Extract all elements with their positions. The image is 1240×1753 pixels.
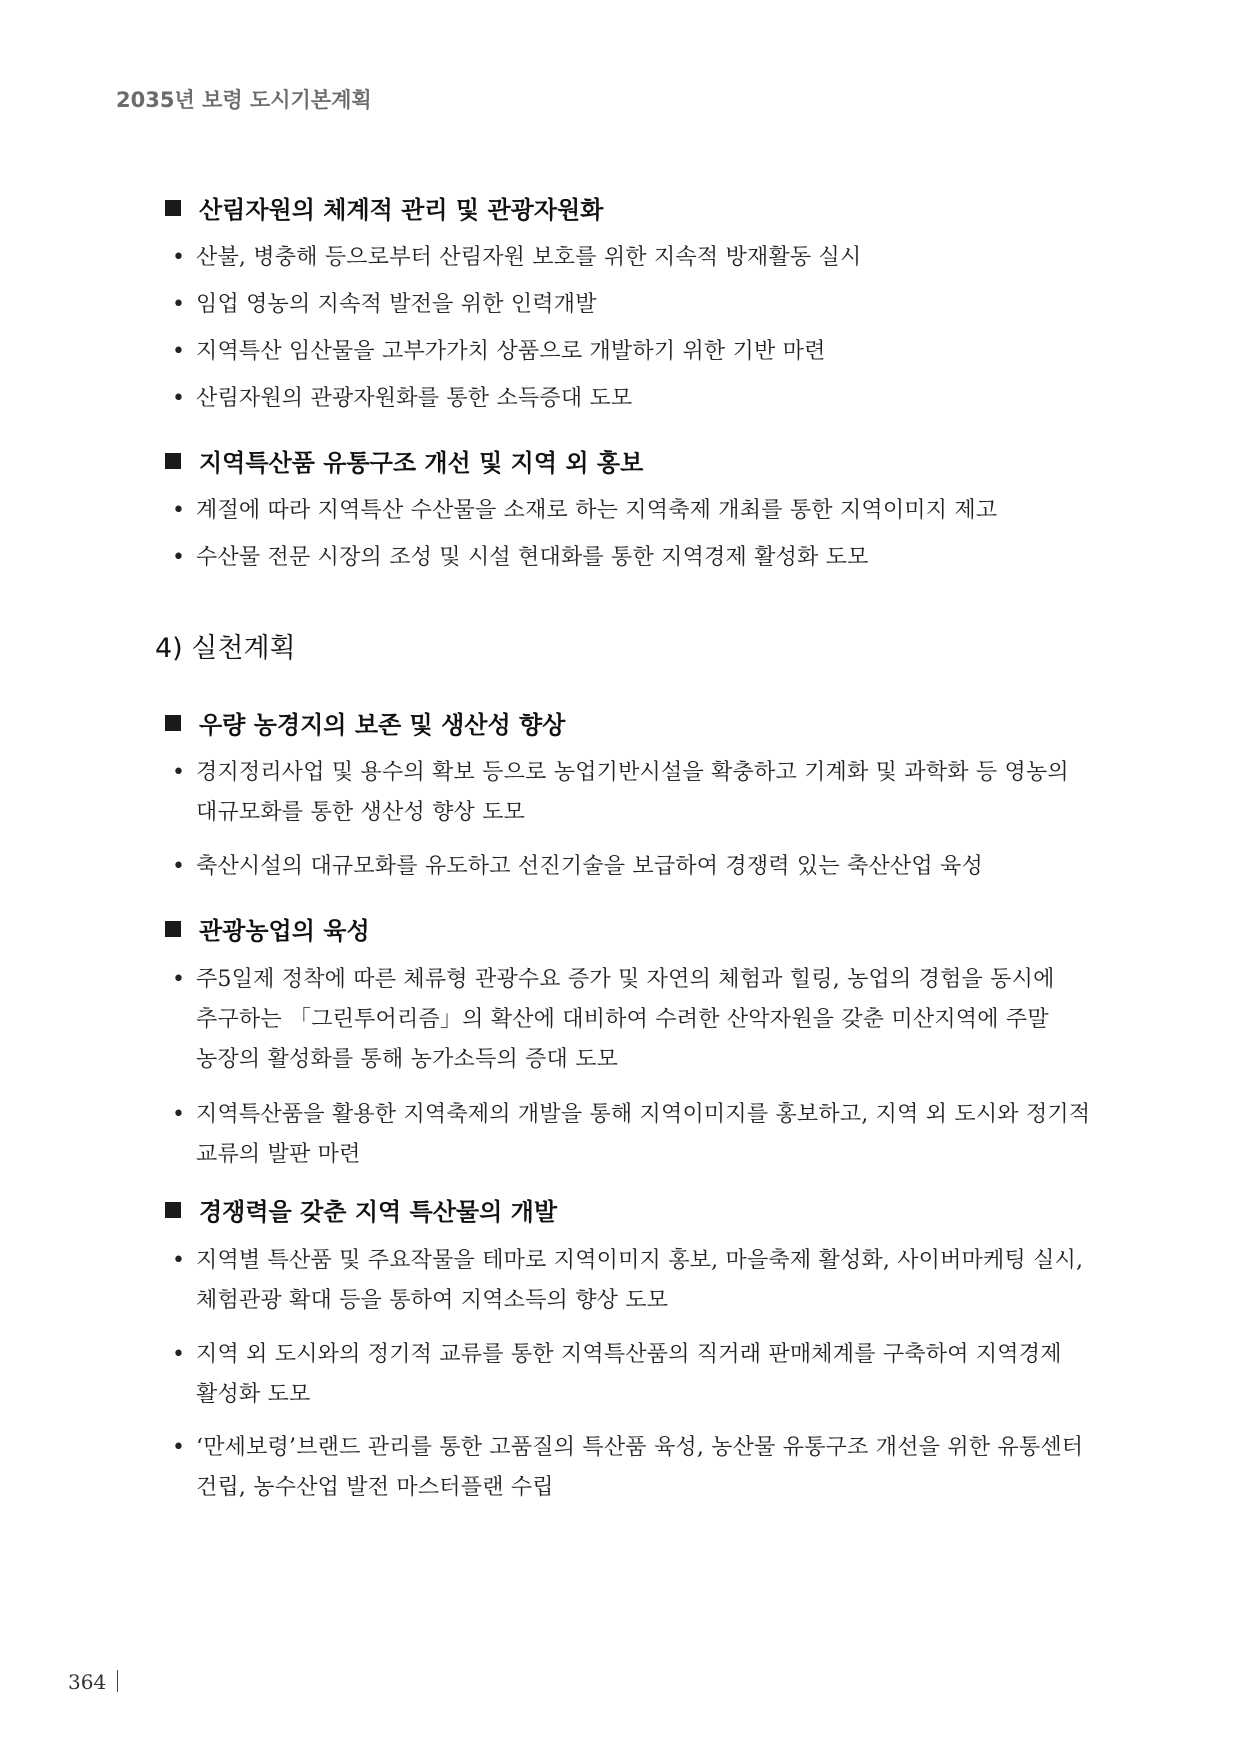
bullet-line: 대규모화를 통한 생산성 향상 도모 xyxy=(196,800,526,825)
bullet-dot-icon: • xyxy=(172,1342,185,1367)
bullet-dot-icon: • xyxy=(172,1102,185,1127)
subheading-text: 지역특산품 유통구조 개선 및 지역 외 홍보 xyxy=(199,449,644,477)
subheading-farmland xyxy=(165,705,565,740)
bullet-line: 임업 영농의 지속적 발전을 위한 인력개발 xyxy=(196,292,597,317)
bullet-dot-icon: • xyxy=(172,545,185,570)
bullet-line: 지역 외 도시와의 정기적 교류를 통한 지역특산품의 직거래 판매체계를 구축하여 지역경제 xyxy=(196,1342,1062,1367)
bullet-line: 추구하는 「그린투어리즘」의 확산에 대비하여 수려한 산악자원을 갖춘 미산지역에 주말 xyxy=(196,1007,1049,1032)
bullet-dot-icon: • xyxy=(172,1435,185,1460)
bullet-dot-icon: • xyxy=(172,339,185,364)
page-number: 364 xyxy=(68,1670,107,1694)
bullet-line: 수산물 전문 시장의 조성 및 시설 현대화를 통한 지역경제 활성화 도모 xyxy=(196,545,869,570)
bullet-line: 계절에 따라 지역특산 수산물을 소재로 하는 지역축제 개최를 통한 지역이미지 제고 xyxy=(196,498,998,523)
bullet-dot-icon: • xyxy=(172,1248,185,1273)
bullet-dot-icon: • xyxy=(172,292,185,317)
subheading-specialty-products xyxy=(165,1192,557,1227)
subheading-distribution xyxy=(165,443,643,478)
bullet-item xyxy=(172,1095,1132,1175)
bullet-item xyxy=(172,285,1132,325)
bullet-line: 경지정리사업 및 용수의 확보 등으로 농업기반시설을 확충하고 기계화 및 과학화 등 영농의 xyxy=(196,760,1069,785)
bullet-line: ‘만세보령’브랜드 관리를 통한 고품질의 특산품 육성, 농산물 유통구조 개선을 위한 유통센터 xyxy=(196,1435,1084,1460)
bullet-item xyxy=(172,1428,1132,1508)
black-square-icon xyxy=(165,1202,181,1218)
bullet-line: 교류의 발판 마련 xyxy=(196,1142,361,1167)
bullet-dot-icon: • xyxy=(172,386,185,411)
bullet-line: 지역특산 임산물을 고부가가치 상품으로 개발하기 위한 기반 마련 xyxy=(196,339,826,364)
subheading-text: 경쟁력을 갖춘 지역 특산물의 개발 xyxy=(199,1198,557,1226)
running-header: 2035년 보령 도시기본계획 xyxy=(116,88,372,112)
black-square-icon xyxy=(165,200,181,216)
bullet-line: 축산시설의 대규모화를 유도하고 선진기술을 보급하여 경쟁력 있는 축산산업 육성 xyxy=(196,854,983,879)
bullet-line: 산불, 병충해 등으로부터 산림자원 보호를 위한 지속적 방재활동 실시 xyxy=(196,245,862,270)
bullet-line: 지역별 특산품 및 주요작물을 테마로 지역이미지 홍보, 마을축제 활성화, 사이버마케팅 실시, xyxy=(196,1248,1084,1273)
bullet-line: 지역특산품을 활용한 지역축제의 개발을 통해 지역이미지를 홍보하고, 지역 외 도시와 정기적 xyxy=(196,1102,1091,1127)
black-square-icon xyxy=(165,921,181,937)
bullet-item xyxy=(172,491,1132,531)
bullet-line: 활성화 도모 xyxy=(196,1382,311,1407)
bullet-dot-icon: • xyxy=(172,967,185,992)
bullet-item xyxy=(172,1335,1132,1415)
subheading-text: 우량 농경지의 보존 및 생산성 향상 xyxy=(199,711,566,739)
bullet-item xyxy=(172,960,1132,1080)
bullet-item xyxy=(172,1241,1132,1321)
black-square-icon xyxy=(165,715,181,731)
bullet-item xyxy=(172,238,1132,278)
bullet-line: 체험관광 확대 등을 통하여 지역소득의 향상 도모 xyxy=(196,1288,669,1313)
subheading-text: 산림자원의 체계적 관리 및 관광자원화 xyxy=(199,196,604,224)
bullet-line: 건립, 농수산업 발전 마스터플랜 수립 xyxy=(196,1475,554,1500)
bullet-line: 농장의 활성화를 통해 농가소득의 증대 도모 xyxy=(196,1047,619,1072)
bullet-line: 주5일제 정착에 따른 체류형 관광수요 증가 및 자연의 체험과 힐링, 농업의 경험을 동시에 xyxy=(196,967,1055,992)
bullet-item xyxy=(172,753,1132,833)
bullet-dot-icon: • xyxy=(172,245,185,270)
bullet-line: 산림자원의 관광자원화를 통한 소득증대 도모 xyxy=(196,386,633,411)
bullet-item xyxy=(172,847,1132,887)
section-title: 4) 실천계획 xyxy=(155,633,296,664)
subheading-text: 관광농업의 육성 xyxy=(199,917,370,945)
subheading-tourism-agriculture xyxy=(165,911,370,946)
page-number-divider xyxy=(117,1670,118,1692)
bullet-dot-icon: • xyxy=(172,498,185,523)
black-square-icon xyxy=(165,453,181,469)
bullet-item xyxy=(172,332,1132,372)
bullet-dot-icon: • xyxy=(172,854,185,879)
bullet-item xyxy=(172,379,1132,419)
bullet-dot-icon: • xyxy=(172,760,185,785)
subheading-forest-resources xyxy=(165,190,603,225)
bullet-item xyxy=(172,538,1132,578)
